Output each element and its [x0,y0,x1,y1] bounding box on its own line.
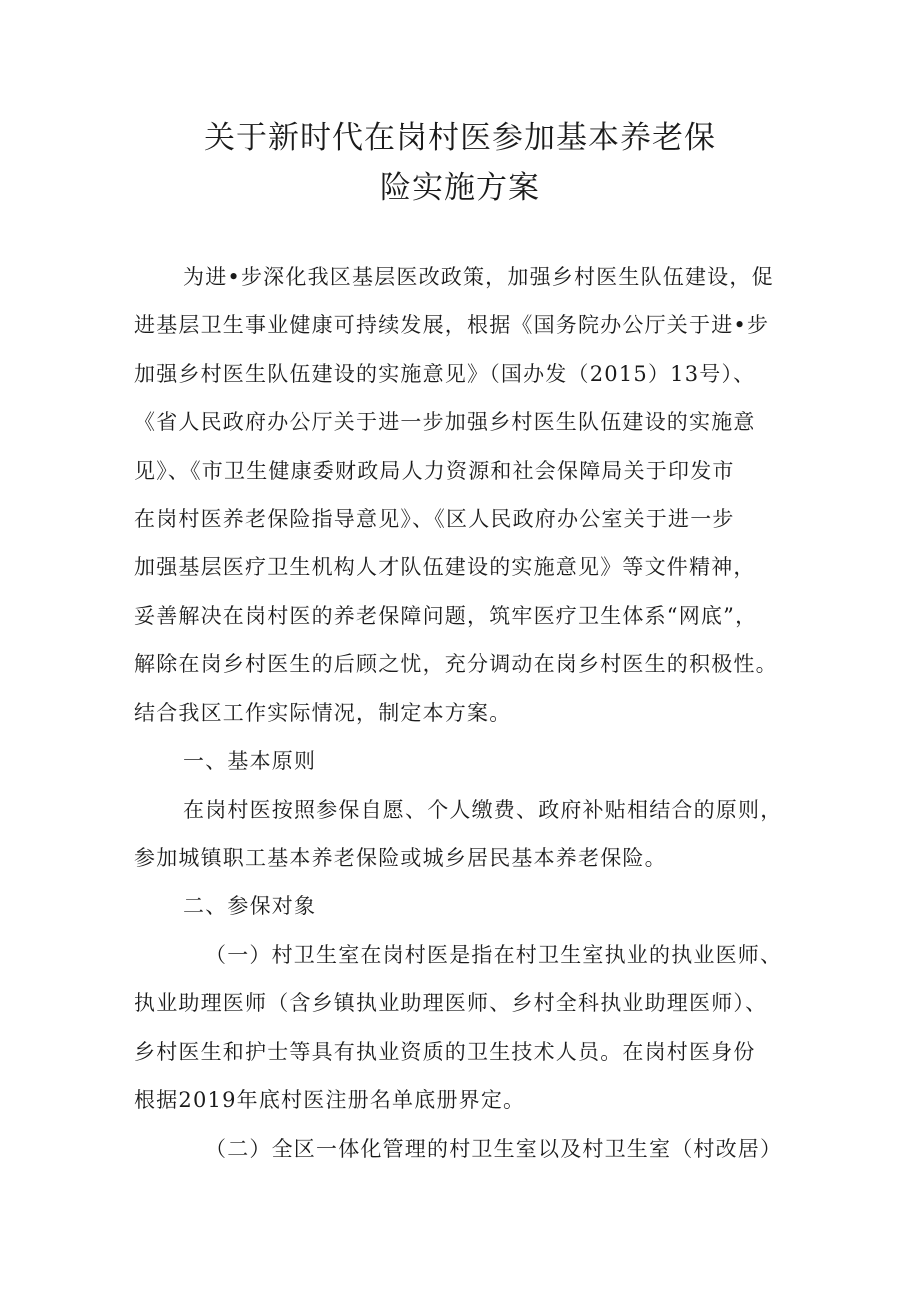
section-1-heading: 一、基本原则 [183,749,317,773]
section-2-item-1-line: 根据2019年底村医注册名单底册界定。 [134,1088,526,1112]
section-2-item-1-line: （一）村卫生室在岗村医是指在村卫生室执业的执业医师、 [205,943,783,967]
intro-line: 在岗村医养老保险指导意见》、《区人民政府办公室关于进一步 [134,507,735,531]
intro-line: 结合我区工作实际情况，制定本方案。 [134,701,512,725]
intro-line: 《省人民政府办公厅关于进一步加强乡村医生队伍建设的实施意 [134,410,756,434]
intro-line: 进基层卫生事业健康可持续发展，根据《国务院办公厅关于进•步 [134,313,770,337]
intro-line: 加强乡村医生队伍建设的实施意见》（国办发（2015）13号）、 [134,362,756,386]
intro-line: 见》、《市卫生健康委财政局人力资源和社会保障局关于印发市 [134,459,735,483]
section-2-item-2-line: （二）全区一体化管理的村卫生室以及村卫生室（村改居） [205,1137,783,1161]
section-2-item-1-line: 乡村医生和护士等具有执业资质的卫生技术人员。在岗村医身份 [134,1040,756,1064]
intro-line: 为进•步深化我区基层医改政策，加强乡村医生队伍建设，促 [183,265,774,289]
document-title-line-2: 险实施方案 [380,170,540,206]
intro-line: 加强基层医疗卫生机构人才队伍建设的实施意见》等文件精神， [134,555,756,579]
section-1-text-line: 参加城镇职工基本养老保险或城乡居民基本养老保险。 [134,846,667,870]
intro-line: 妥善解决在岗村医的养老保障问题，筑牢医疗卫生体系“网底”， [134,604,758,628]
section-1-text-line: 在岗村医按照参保自愿、个人缴费、政府补贴相结合的原则， [183,798,783,822]
section-2-heading: 二、参保对象 [183,894,317,918]
document-title-line-1: 关于新时代在岗村医参加基本养老保 [204,120,716,156]
section-2-item-1-line: 执业助理医师（含乡镇执业助理医师、乡村全科执业助理医师）、 [134,991,768,1015]
intro-line: 解除在岗乡村医生的后顾之忧，充分调动在岗乡村医生的积极性。 [134,652,778,676]
